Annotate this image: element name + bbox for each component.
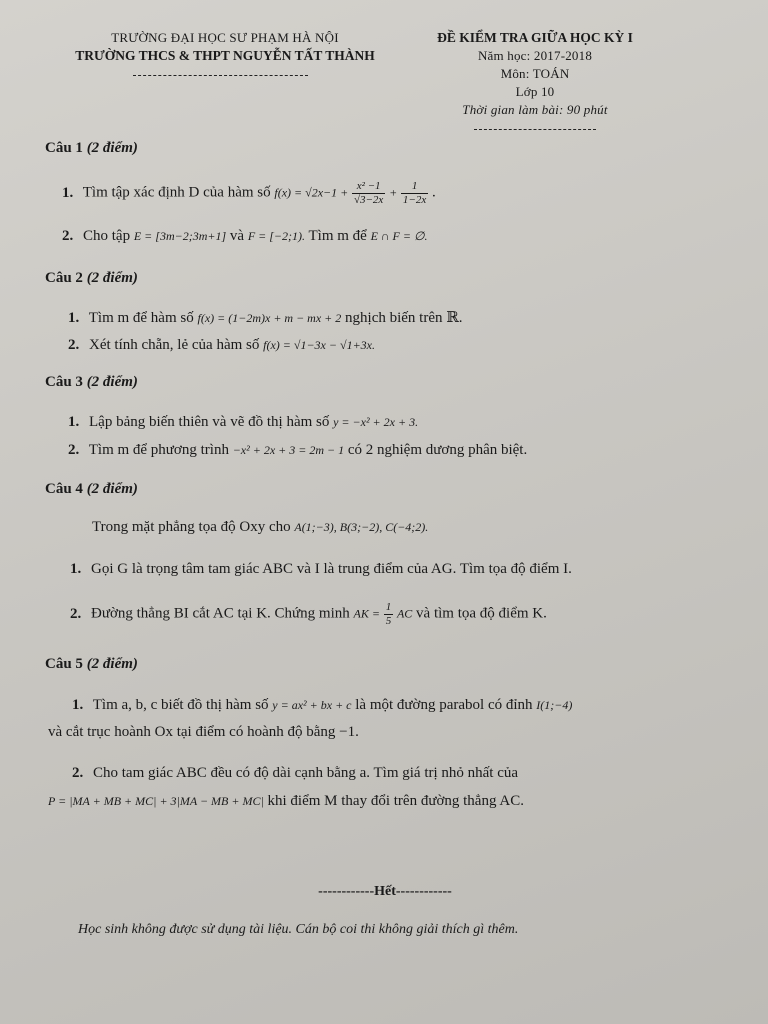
q1-item-1-fraction-1 [352, 180, 385, 206]
q3-item-2-text-a: Tìm m để phương trình [88, 442, 229, 458]
q3-item-1 [68, 414, 418, 431]
q2-item-2-math: f(x) = √1−3x − √1+3x. [263, 338, 375, 352]
q4-item-2-text-a: Đường thẳng BI cắt AC tại K. Chứng minh [91, 605, 350, 622]
q2-heading [45, 270, 138, 287]
q1-item-2-math-b: F = [−2;1). [247, 229, 305, 243]
header-divider-right [474, 129, 596, 130]
q5-item-1-math: y = ax² + bx + c [272, 698, 352, 712]
q5-item-2-math: P = |MA + MB + MC| + 3|MA − MB + MC| [48, 794, 264, 808]
time-limit: Thời gian làm bài: 90 phút [462, 102, 608, 117]
q3-item-1-number: 1. [68, 414, 80, 430]
exam-title: ĐỀ KIỂM TRA GIỮA HỌC KỲ I [437, 30, 633, 45]
school-line-2: TRƯỜNG THCS & THPT NGUYỄN TẤT THÀNH [75, 48, 375, 63]
q2-item-1 [68, 308, 462, 327]
q5-item-2-line-2 [48, 793, 524, 810]
q1-item-1-end: . [431, 184, 436, 201]
q4-item-1 [70, 561, 572, 578]
q3-item-1-text: Lập bảng biến thiên và vẽ đồ thị hàm số [89, 414, 330, 430]
q1-item-1-fraction-2 [401, 180, 428, 206]
q4-item-1-number: 1. [70, 561, 82, 577]
q3-points: (2 điểm) [86, 374, 138, 390]
q4-item-2 [70, 601, 547, 627]
q2-item-1-text-a: Tìm m để hàm số [88, 310, 194, 326]
q5-item-1-line-2: và cắt trục hoành Ox tại điểm có hoành độ bằng −1. [48, 724, 359, 740]
q5-item-2-number: 2. [72, 765, 84, 781]
q2-points: (2 điểm) [86, 270, 138, 286]
q1-title: Câu 1 [45, 140, 83, 156]
footer-note: Học sinh không được sử dụng tài liệu. Cán bộ coi thi không giải thích gì thêm. [78, 922, 519, 937]
q1-item-2-text-a: Cho tập [83, 228, 131, 244]
q2-item-1-math: f(x) = (1−2m)x + m − mx + 2 [197, 311, 342, 325]
q1-item-2-number: 2. [62, 228, 74, 244]
school-year: Năm học: 2017-2018 [477, 48, 593, 63]
q4-item-2-math-a: AK = [353, 606, 380, 621]
q2-item-1-number: 1. [68, 310, 80, 326]
q4-item-1-text: Gọi G là trọng tâm tam giác ABC và I là trung điểm của AG. Tìm tọa độ điểm I. [91, 561, 572, 577]
q1-frac-1-numerator: x² −1 [352, 180, 385, 194]
q1-frac-2-denominator: 1−2x [402, 193, 427, 206]
q4-title: Câu 4 [45, 481, 83, 497]
q1-item-1-number: 1. [62, 184, 74, 201]
q5-heading [45, 656, 138, 673]
q4-points: (2 điểm) [86, 481, 138, 497]
q2-item-1-text-b: nghịch biến trên ℝ. [345, 310, 463, 326]
q5-title: Câu 5 [45, 656, 83, 672]
q1-item-1 [62, 180, 436, 206]
q5-item-2 [72, 765, 518, 782]
q3-item-2 [68, 442, 527, 459]
q5-item-1-text-a: Tìm a, b, c biết đồ thị hàm số [92, 697, 269, 713]
q3-item-1-math: y = −x² + 2x + 3. [333, 415, 419, 429]
school-line-1: TRƯỜNG ĐẠI HỌC SƯ PHẠM HÀ NỘI [111, 30, 339, 45]
q1-points: (2 điểm) [86, 140, 138, 156]
q5-item-1-number: 1. [72, 697, 84, 713]
q5-points: (2 điểm) [86, 656, 138, 672]
q4-item-2-text-b: và tìm tọa độ điểm K. [416, 605, 547, 622]
q5-item-1-text-b: là một đường parabol có đỉnh [355, 697, 533, 713]
q1-item-2-text-c: Tìm m để [308, 228, 367, 244]
q1-frac-1-denominator: √3−2x [353, 193, 384, 206]
header-divider-left [133, 75, 308, 76]
subject: Môn: TOÁN [500, 66, 570, 81]
q3-item-2-number: 2. [68, 442, 80, 458]
q1-item-2-text-b: và [229, 228, 245, 244]
q1-frac-2-numerator: 1 [401, 180, 428, 194]
q2-item-2-number: 2. [68, 337, 80, 353]
q4-item-2-math-b: AC [396, 606, 413, 621]
q2-item-2 [68, 337, 375, 354]
q1-item-2-math-a: E = [3m−2;3m+1] [133, 229, 227, 243]
q4-intro [92, 519, 428, 536]
q3-title: Câu 3 [45, 374, 83, 390]
q5-item-1-vertex: I(1;−4) [536, 698, 573, 712]
grade: Lớp 10 [515, 84, 555, 99]
q3-heading [45, 374, 138, 391]
q5-item-2-text-end: khi điểm M thay đổi trên đường thẳng AC. [267, 793, 524, 809]
q2-title: Câu 2 [45, 270, 83, 286]
q3-item-2-math: −x² + 2x + 3 = 2m − 1 [232, 443, 345, 457]
q1-item-1-text: Tìm tập xác định D của hàm số [82, 184, 271, 201]
q1-item-2-math-c: E ∩ F = ∅. [370, 229, 428, 243]
q5-item-2-text: Cho tam giác ABC đều có độ dài cạnh bằng a. Tìm giá trị nhỏ nhất của [93, 765, 519, 781]
q5-item-1 [72, 697, 572, 714]
q4-item-2-number: 2. [70, 605, 82, 622]
q2-item-2-text: Xét tính chẵn, lẻ của hàm số [89, 337, 260, 353]
q1-item-1-math: f(x) = √2x−1 + [274, 185, 349, 200]
q1-item-1-plus: + [389, 185, 398, 200]
q4-intro-math: A(1;−3), B(3;−2), C(−4;2). [294, 520, 429, 534]
q1-item-2 [62, 228, 427, 245]
q4-frac-numerator: 1 [385, 601, 392, 613]
q1-heading [45, 140, 138, 157]
q3-item-2-text-b: có 2 nghiệm dương phân biệt. [347, 442, 528, 458]
end-mark: ------------Hết------------ [318, 884, 452, 899]
q4-item-2-fraction [384, 601, 394, 627]
q4-heading [45, 481, 138, 498]
q4-intro-text: Trong mặt phẳng tọa độ Oxy cho [92, 519, 291, 535]
q4-frac-denominator: 5 [385, 614, 392, 627]
